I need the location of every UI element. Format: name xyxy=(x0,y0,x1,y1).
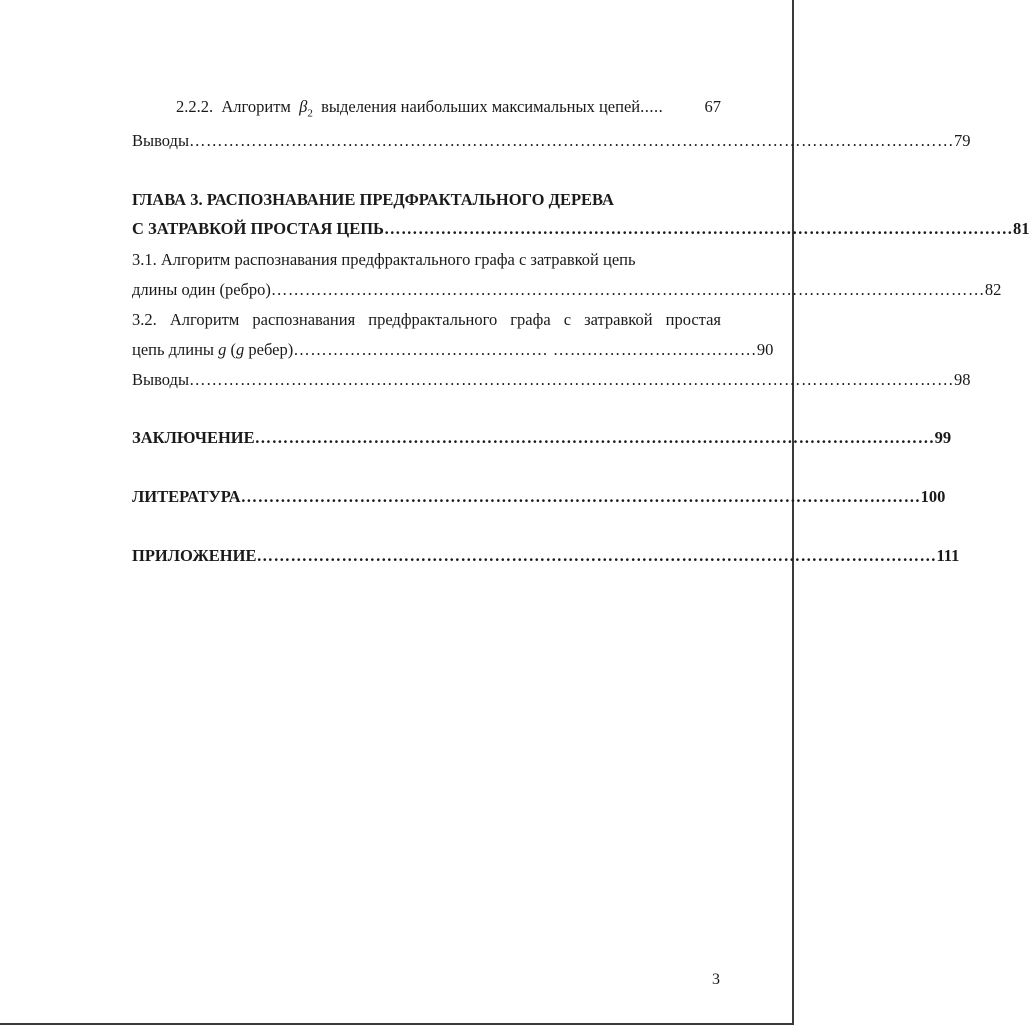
toc-leader: ……………………………………………………………………………………………………………………… xyxy=(189,370,955,389)
toc-page-number: 98 xyxy=(954,370,971,389)
toc-entry-text: Выводы xyxy=(132,131,190,150)
toc-entry-text: цепь длины g (g ребер) xyxy=(132,340,294,359)
toc-entry-text: длины один (ребро) xyxy=(132,280,271,299)
toc-entry-text: ЗАКЛЮЧЕНИЕ xyxy=(132,428,255,447)
toc-page-number: 81 xyxy=(1012,219,1029,238)
toc-entry-literature[interactable] xyxy=(132,487,946,507)
toc-entry-3-1-line1[interactable]: 3.1. Алгоритм распознавания предфрактального графа с затравкой цепь xyxy=(132,250,636,269)
toc-leader: ..... xyxy=(640,97,664,116)
toc-page-number: 90 xyxy=(756,340,774,359)
toc-page-number: 79 xyxy=(954,131,971,150)
toc-entry-text: ПРИЛОЖЕНИЕ xyxy=(132,546,257,565)
toc-entry-3-2-line1[interactable]: 3.2. Алгоритм распознавания предфрактального графа с затравкой простая xyxy=(132,310,721,329)
toc-page-number: 100 xyxy=(920,487,946,506)
toc-leader: ………………………………………………………………………………………………………… xyxy=(256,546,937,565)
toc-leader: ……………………………………………………………………………………………………………………… xyxy=(189,131,955,150)
toc-leader: ………………………………………………………………………………………………………… xyxy=(240,487,921,506)
toc-entry-appendix[interactable] xyxy=(132,546,960,566)
toc-page-number: 82 xyxy=(984,280,1002,299)
toc-leader: ………………………………………………………………………………………………… xyxy=(383,219,1013,238)
toc-page-number: 99 xyxy=(934,428,952,447)
toc-entry-conclusions-ch3[interactable] xyxy=(132,370,971,390)
toc-page-number: 67 xyxy=(704,97,721,116)
toc-page-number: 111 xyxy=(936,546,960,565)
toc-entry-text: С ЗАТРАВКОЙ ПРОСТАЯ ЦЕПЬ xyxy=(132,219,384,238)
toc-entry-3-2-line2[interactable] xyxy=(132,340,774,360)
toc-leader: ………………………………………………………………………………………………………… xyxy=(254,428,935,447)
page-number: 3 xyxy=(712,971,720,988)
toc-entry-conclusion[interactable] xyxy=(132,428,952,448)
toc-entry-text: Выводы xyxy=(132,370,190,389)
toc-leader: ……………………………………………………………………………………………………………… xyxy=(270,280,985,299)
toc-entry-2-2-2[interactable] xyxy=(176,97,721,123)
toc-entry-text: Алгоритм xyxy=(221,97,291,116)
beta-symbol: $\beta_2$ xyxy=(299,97,313,120)
toc-entry-text: ЛИТЕРАТУРА xyxy=(132,487,241,506)
toc-chapter3-title-line1[interactable]: ГЛАВА 3. РАСПОЗНАВАНИЕ ПРЕДФРАКТАЛЬНОГО ДЕРЕВА xyxy=(132,190,614,209)
toc-entry-text-rest: выделения наибольших максимальных цепей xyxy=(321,97,641,116)
toc-entry-conclusions-ch2[interactable] xyxy=(132,131,971,151)
toc-chapter3-title-line2[interactable] xyxy=(132,219,1029,239)
toc-entry-number: 2.2.2. xyxy=(176,97,214,116)
toc-leader: ……………………………………… ……………………………… xyxy=(293,340,757,359)
toc-entry-3-1-line2[interactable] xyxy=(132,280,1002,300)
